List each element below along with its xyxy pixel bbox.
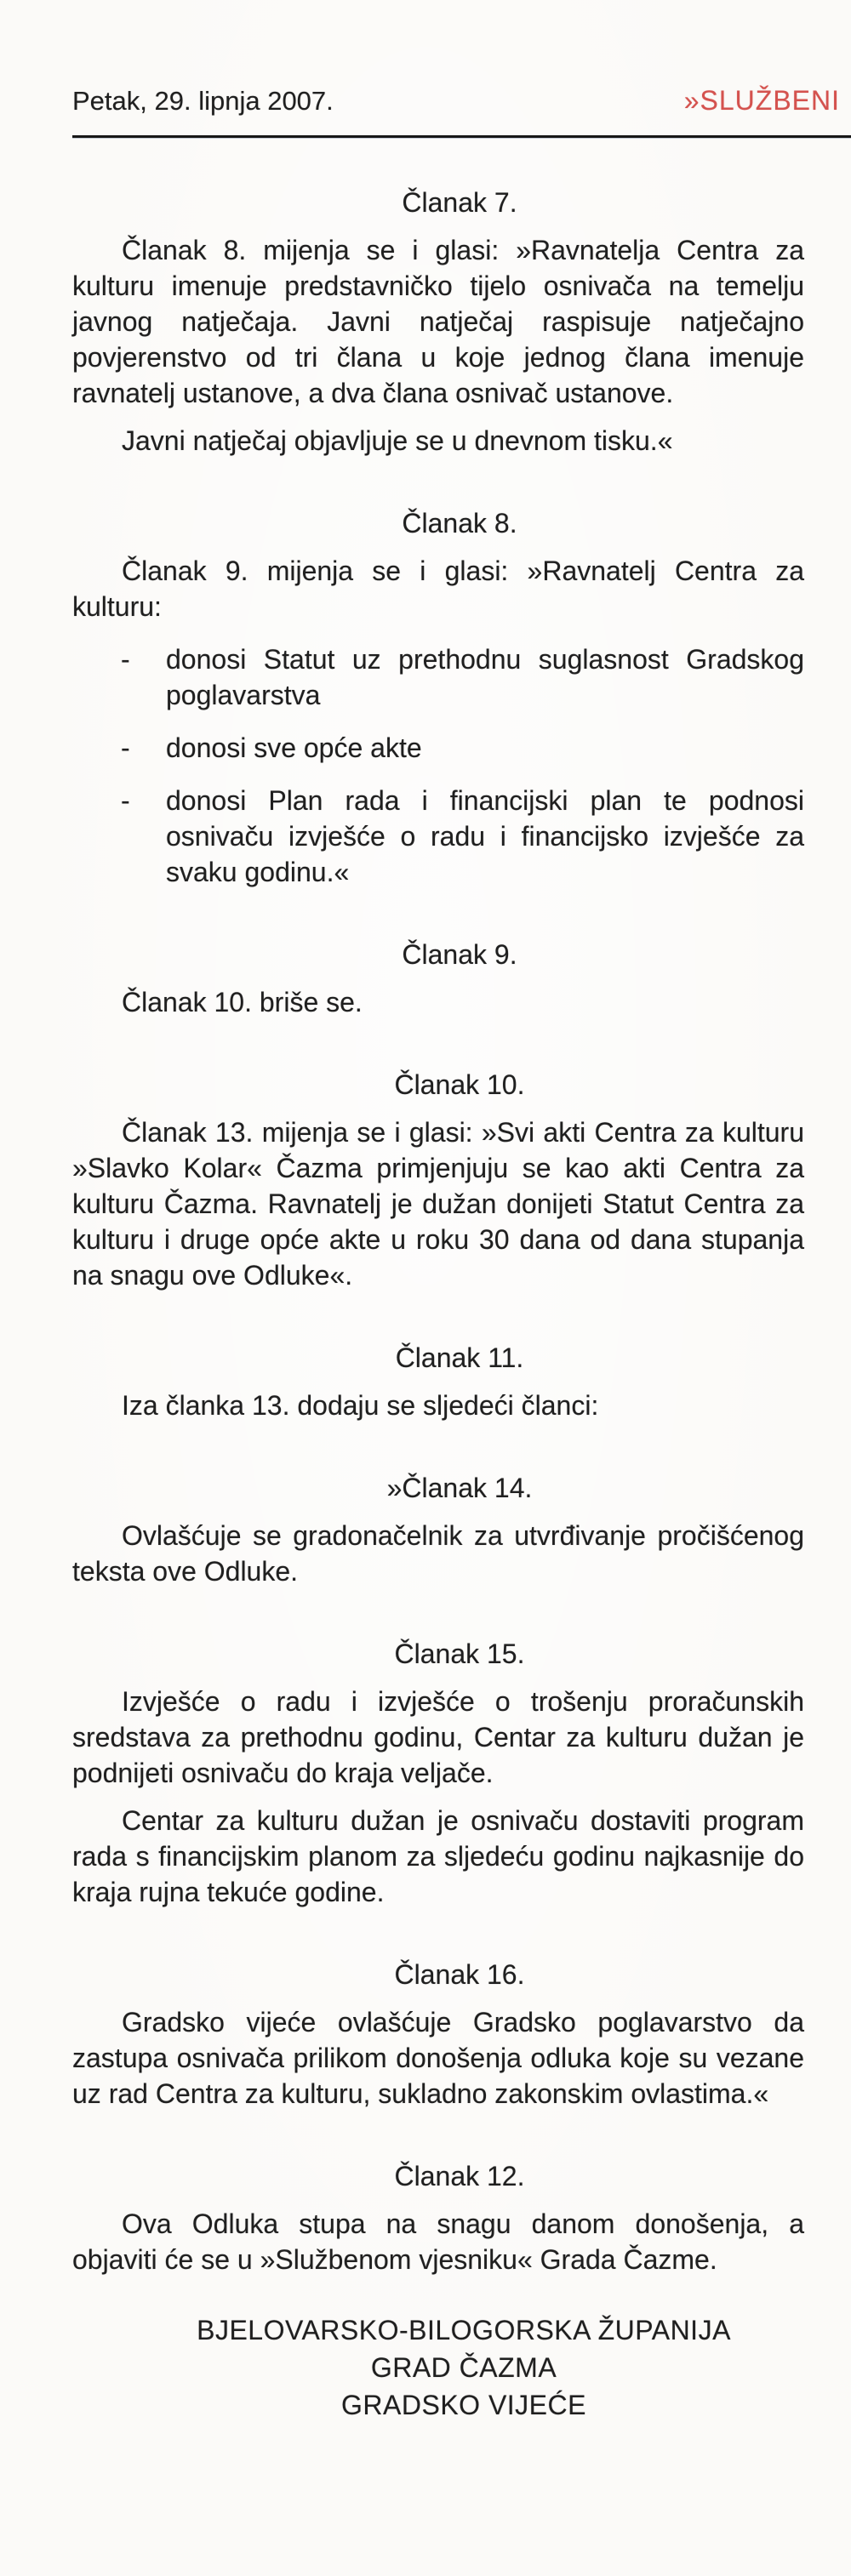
header-divider <box>72 135 851 138</box>
article <box>72 937 804 1020</box>
article-paragraph: Članak 8. mijenja se i glasi: »Ravnatelja Centra za kulturu imenuje predstavničko tijelo osnivača na temelju javnog natječaja. Javni natječaj raspisuje natječajno povjerenstvo od tri člana u koje jednog člana imenuje ravnatelj ustanove, a dva člana osnivač ustanove. <box>72 235 804 408</box>
article-heading: Članak 12. <box>394 2161 525 2191</box>
article-paragraph: Članak 13. mijenja se i glasi: »Svi akti Centra za kulturu »Slavko Kolar« Čazma primjenjuju se kao akti Centra za kulturu Čazma. Ravnatelj je dužan donijeti Statut Centra za kulturu i druge opće akte u roku 30 dana od dana stupanja na snagu ove Odluke«. <box>72 1117 804 1291</box>
article <box>72 1340 804 1423</box>
article-paragraph: Javni natječaj objavljuje se u dnevnom tisku.« <box>122 425 673 456</box>
article-heading: Članak 9. <box>402 939 517 970</box>
article-heading: Članak 8. <box>402 508 517 539</box>
header-date: Petak, 29. lipnja 2007. <box>72 86 334 116</box>
article <box>72 1636 804 1910</box>
list-item <box>72 730 804 766</box>
article <box>72 1957 804 2112</box>
article <box>72 1067 804 1293</box>
article-paragraph: Centar za kulturu dužan je osnivaču dostaviti program rada s financijskim planom za sljedeću godinu najkasnije do kraja rujna tekuće godine. <box>72 1805 804 1907</box>
article <box>72 1470 804 1589</box>
article-paragraph: Članak 9. mijenja se i glasi: »Ravnatelj Centra za kulturu: <box>72 556 804 622</box>
footer-line-council: GRADSKO VIJEĆE <box>341 2390 586 2420</box>
article-heading: Članak 16. <box>394 1959 525 1990</box>
page-header <box>72 85 840 117</box>
list-dash-marker: - <box>121 644 130 675</box>
article <box>72 185 804 459</box>
masthead-title: »SLUŽBENI <box>683 85 840 116</box>
list-item-text: donosi Plan rada i financijski plan te podnosi osnivaču izvješće o radu i financijsko izvješće za svaku godinu.« <box>166 785 804 887</box>
list-item <box>72 783 804 890</box>
article-heading: Članak 10. <box>394 1069 525 1100</box>
article-heading: »Članak 14. <box>386 1473 533 1503</box>
article-paragraph: Iza članka 13. dodaju se sljedeći članci: <box>122 1390 599 1421</box>
article-paragraph: Ova Odluka stupa na snagu danom donošenja, a objaviti će se u »Službenom vjesniku« Grada Čazme. <box>72 2208 804 2275</box>
document-body <box>72 185 804 2277</box>
article-heading: Članak 15. <box>394 1638 525 1669</box>
footer-line-city: GRAD ČAZMA <box>370 2352 557 2383</box>
article <box>72 505 804 890</box>
list-item-text: donosi sve opće akte <box>166 732 422 763</box>
document-footer <box>72 2311 804 2424</box>
list-dash-marker: - <box>121 785 130 816</box>
list-item-text: donosi Statut uz prethodnu suglasnost Gradskog poglavarstva <box>166 644 804 710</box>
list-item <box>72 641 804 713</box>
article-paragraph: Članak 10. briše se. <box>122 987 363 1017</box>
article-paragraph: Gradsko vijeće ovlašćuje Gradsko poglavarstvo da zastupa osnivača prilikom donošenja odluka koje su vezane uz rad Centra za kulturu, sukladno zakonskim ovlastima.« <box>72 2007 804 2109</box>
article-heading: Članak 7. <box>402 187 517 218</box>
article-paragraph: Izvješće o radu i izvješće o trošenju proračunskih sredstava za prethodnu godinu, Centar za kulturu dužan je podnijeti osnivaču do kraja veljače. <box>72 1686 804 1788</box>
article <box>72 2158 804 2277</box>
article-paragraph: Ovlašćuje se gradonačelnik za utvrđivanje pročišćenog teksta ove Odluke. <box>72 1520 804 1587</box>
article-heading: Članak 11. <box>395 1342 524 1373</box>
list-dash-marker: - <box>121 732 130 763</box>
footer-line-county: BJELOVARSKO-BILOGORSKA ŽUPANIJA <box>197 2315 731 2345</box>
